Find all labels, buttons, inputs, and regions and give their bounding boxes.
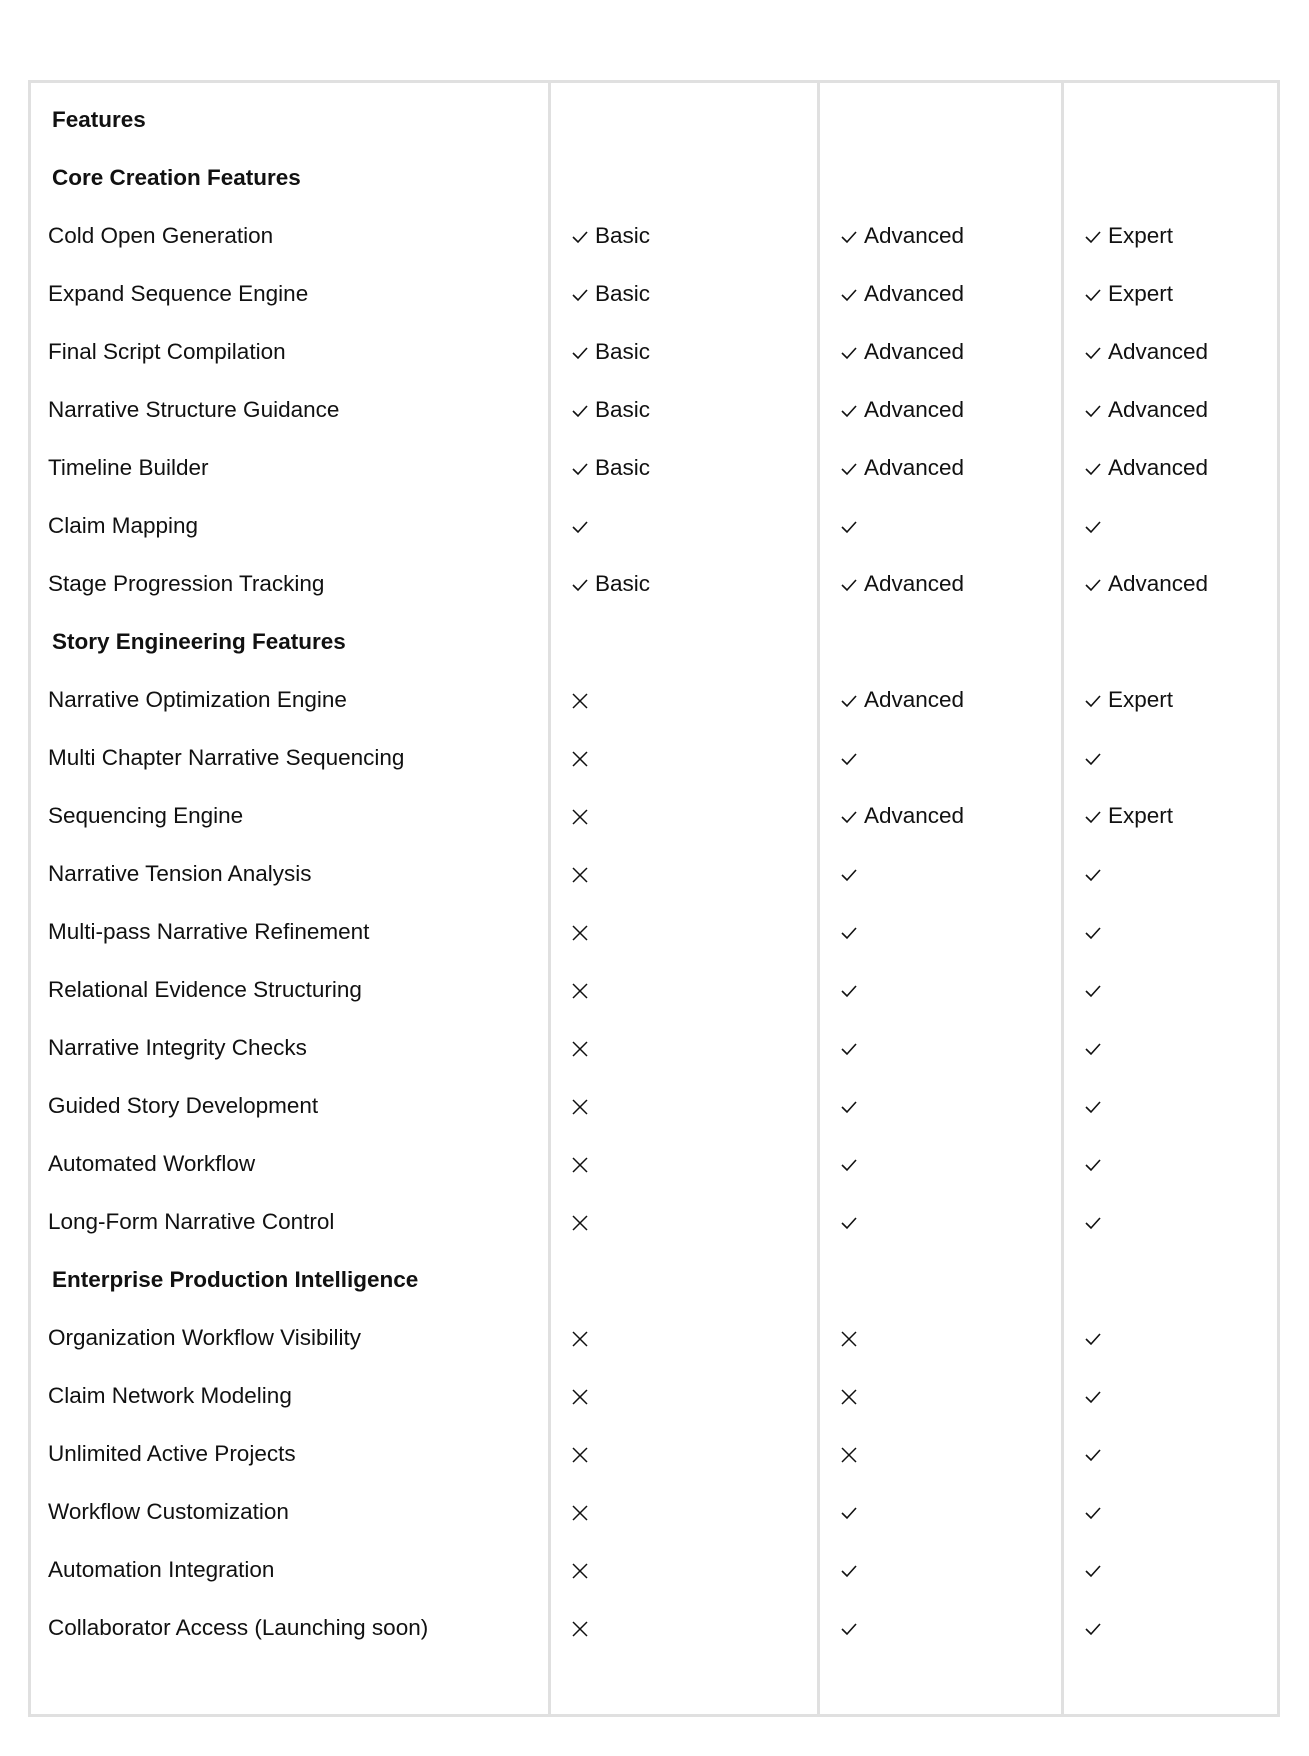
tier-1-cell xyxy=(571,961,595,1019)
tier-1-cell xyxy=(571,1019,595,1077)
feature-name: Claim Mapping xyxy=(48,513,199,538)
tier-3-cell xyxy=(1084,207,1173,265)
table-row xyxy=(31,265,1277,323)
check-icon xyxy=(1084,694,1108,708)
table-row xyxy=(31,381,1277,439)
tier-level: Advanced xyxy=(864,571,965,596)
feature-name: Long-Form Narrative Control xyxy=(48,1209,335,1234)
check-icon xyxy=(1084,1564,1108,1578)
feature-name: Automated Workflow xyxy=(48,1151,256,1176)
tier-2-cell xyxy=(840,1425,864,1483)
tier-2-cell xyxy=(840,381,964,439)
check-icon xyxy=(1084,404,1108,418)
check-icon xyxy=(840,346,864,360)
check-icon xyxy=(1084,868,1108,882)
check-icon xyxy=(840,1622,864,1636)
table-header-row xyxy=(31,91,1277,149)
check-icon xyxy=(571,230,595,244)
tier-1-cell xyxy=(571,1309,595,1367)
tier-level: Advanced xyxy=(864,687,965,712)
tier-level: Basic xyxy=(595,223,651,248)
tier-3-cell xyxy=(1084,1019,1108,1077)
tier-1-cell xyxy=(571,671,595,729)
cross-icon xyxy=(571,1214,595,1232)
cross-icon xyxy=(571,866,595,884)
section-heading: Core Creation Features xyxy=(52,165,301,190)
check-icon xyxy=(840,984,864,998)
tier-3-cell xyxy=(1084,1135,1108,1193)
table-row xyxy=(31,323,1277,381)
check-icon xyxy=(1084,1158,1108,1172)
check-icon xyxy=(840,578,864,592)
table-row xyxy=(31,1193,1277,1251)
feature-name: Claim Network Modeling xyxy=(48,1383,292,1408)
check-icon xyxy=(1084,578,1108,592)
tier-level: Expert xyxy=(1108,803,1174,828)
tier-3-cell xyxy=(1084,1367,1108,1425)
check-icon xyxy=(1084,230,1108,244)
tier-2-cell xyxy=(840,903,864,961)
check-icon xyxy=(1084,520,1108,534)
table-row xyxy=(31,1425,1277,1483)
feature-name: Multi Chapter Narrative Sequencing xyxy=(48,745,405,770)
feature-name: Automation Integration xyxy=(48,1557,275,1582)
check-icon xyxy=(1084,1448,1108,1462)
tier-2-cell xyxy=(840,323,964,381)
section-heading-row xyxy=(31,613,1277,671)
tier-2-cell xyxy=(840,787,964,845)
section-heading-row xyxy=(31,1251,1277,1309)
tier-3-cell xyxy=(1084,961,1108,1019)
check-icon xyxy=(571,346,595,360)
check-icon xyxy=(571,288,595,302)
tier-level: Basic xyxy=(595,455,651,480)
feature-name: Sequencing Engine xyxy=(48,803,244,828)
tier-level: Basic xyxy=(595,571,651,596)
tier-2-cell xyxy=(840,207,964,265)
table-row xyxy=(31,1077,1277,1135)
check-icon xyxy=(840,462,864,476)
check-icon xyxy=(571,520,595,534)
tier-1-cell xyxy=(571,1541,595,1599)
check-icon xyxy=(840,1042,864,1056)
check-icon xyxy=(1084,1100,1108,1114)
tier-level: Advanced xyxy=(1108,397,1209,422)
check-icon xyxy=(1084,1506,1108,1520)
check-icon xyxy=(840,1564,864,1578)
cross-icon xyxy=(571,1156,595,1174)
tier-2-cell xyxy=(840,1541,864,1599)
tier-1-cell xyxy=(571,787,595,845)
section-heading: Story Engineering Features xyxy=(52,629,346,654)
cross-icon xyxy=(571,1388,595,1406)
check-icon xyxy=(1084,752,1108,766)
tier-2-cell xyxy=(840,671,964,729)
feature-name: Unlimited Active Projects xyxy=(48,1441,296,1466)
tier-level: Advanced xyxy=(1108,571,1209,596)
check-icon xyxy=(840,810,864,824)
section-heading-row xyxy=(31,149,1277,207)
features-title: Features xyxy=(52,107,146,132)
tier-level: Expert xyxy=(1108,281,1174,306)
feature-name: Stage Progression Tracking xyxy=(48,571,325,596)
tier-3-cell xyxy=(1084,497,1108,555)
table-row xyxy=(31,729,1277,787)
table-row xyxy=(31,903,1277,961)
cross-icon xyxy=(571,1562,595,1580)
tier-3-cell xyxy=(1084,1541,1108,1599)
cross-icon xyxy=(571,750,595,768)
tier-1-cell xyxy=(571,1193,595,1251)
tier-2-cell xyxy=(840,1077,864,1135)
cross-icon xyxy=(571,982,595,1000)
cross-icon xyxy=(571,1098,595,1116)
tier-2-cell xyxy=(840,439,964,497)
section-heading: Enterprise Production Intelligence xyxy=(52,1267,419,1292)
tier-1-cell xyxy=(571,845,595,903)
table-row xyxy=(31,1309,1277,1367)
tier-1-cell xyxy=(571,1367,595,1425)
cross-icon xyxy=(571,808,595,826)
table-row xyxy=(31,1367,1277,1425)
check-icon xyxy=(571,578,595,592)
check-icon xyxy=(840,1216,864,1230)
feature-name: Collaborator Access (Launching soon) xyxy=(48,1615,429,1640)
feature-name: Workflow Customization xyxy=(48,1499,289,1524)
check-icon xyxy=(1084,1216,1108,1230)
tier-level: Basic xyxy=(595,397,651,422)
check-icon xyxy=(1084,288,1108,302)
tier-2-cell xyxy=(840,1483,864,1541)
cross-icon xyxy=(571,1446,595,1464)
table-row xyxy=(31,845,1277,903)
tier-3-cell xyxy=(1084,323,1208,381)
check-icon xyxy=(1084,1042,1108,1056)
feature-name: Narrative Tension Analysis xyxy=(48,861,312,886)
table-row xyxy=(31,497,1277,555)
check-icon xyxy=(1084,984,1108,998)
tier-3-cell xyxy=(1084,1483,1108,1541)
check-icon xyxy=(840,1506,864,1520)
tier-3-cell xyxy=(1084,1193,1108,1251)
tier-2-cell xyxy=(840,729,864,787)
tier-1-cell xyxy=(571,1599,595,1657)
tier-2-cell xyxy=(840,1193,864,1251)
table-row xyxy=(31,1541,1277,1599)
tier-level: Advanced xyxy=(864,223,965,248)
feature-name: Multi-pass Narrative Refinement xyxy=(48,919,370,944)
tier-1-cell xyxy=(571,729,595,787)
tier-1-cell xyxy=(571,497,595,555)
feature-name: Guided Story Development xyxy=(48,1093,319,1118)
feature-name: Final Script Compilation xyxy=(48,339,286,364)
tier-level: Advanced xyxy=(864,339,965,364)
check-icon xyxy=(840,1100,864,1114)
tier-level: Expert xyxy=(1108,223,1174,248)
cross-icon xyxy=(840,1330,864,1348)
check-icon xyxy=(1084,462,1108,476)
tier-3-cell xyxy=(1084,1599,1108,1657)
check-icon xyxy=(1084,1390,1108,1404)
check-icon xyxy=(840,288,864,302)
table-row xyxy=(31,961,1277,1019)
table-row xyxy=(31,1599,1277,1657)
tier-level: Advanced xyxy=(864,281,965,306)
check-icon xyxy=(840,1158,864,1172)
tier-level: Advanced xyxy=(864,455,965,480)
cross-icon xyxy=(840,1446,864,1464)
tier-3-cell xyxy=(1084,265,1173,323)
tier-1-cell xyxy=(571,323,650,381)
feature-name: Timeline Builder xyxy=(48,455,209,480)
tier-1-cell xyxy=(571,1135,595,1193)
cross-icon xyxy=(571,924,595,942)
cross-icon xyxy=(571,1040,595,1058)
tier-1-cell xyxy=(571,1483,595,1541)
cross-icon xyxy=(840,1388,864,1406)
table-row xyxy=(31,1019,1277,1077)
cross-icon xyxy=(571,1330,595,1348)
table-row xyxy=(31,671,1277,729)
tier-2-cell xyxy=(840,497,864,555)
tier-3-cell xyxy=(1084,903,1108,961)
cross-icon xyxy=(571,1504,595,1522)
feature-name: Relational Evidence Structuring xyxy=(48,977,362,1002)
table-row xyxy=(31,1483,1277,1541)
check-icon xyxy=(840,752,864,766)
tier-2-cell xyxy=(840,1135,864,1193)
cross-icon xyxy=(571,692,595,710)
tier-level: Advanced xyxy=(1108,455,1209,480)
tier-3-cell xyxy=(1084,439,1208,497)
check-icon xyxy=(840,694,864,708)
feature-name: Expand Sequence Engine xyxy=(48,281,309,306)
tier-2-cell xyxy=(840,1367,864,1425)
tier-level: Basic xyxy=(595,339,651,364)
tier-level: Advanced xyxy=(864,803,965,828)
tier-level: Advanced xyxy=(1108,339,1209,364)
tier-3-cell xyxy=(1084,381,1208,439)
check-icon xyxy=(840,404,864,418)
feature-name: Narrative Optimization Engine xyxy=(48,687,347,712)
check-icon xyxy=(840,520,864,534)
feature-name: Narrative Structure Guidance xyxy=(48,397,340,422)
tier-3-cell xyxy=(1084,671,1173,729)
tier-3-cell xyxy=(1084,1077,1108,1135)
check-icon xyxy=(1084,1332,1108,1346)
tier-3-cell xyxy=(1084,1309,1108,1367)
tier-2-cell xyxy=(840,1019,864,1077)
tier-1-cell xyxy=(571,1077,595,1135)
tier-2-cell xyxy=(840,1309,864,1367)
check-icon xyxy=(840,926,864,940)
tier-2-cell xyxy=(840,845,864,903)
tier-3-cell xyxy=(1084,787,1173,845)
check-icon xyxy=(571,404,595,418)
tier-3-cell xyxy=(1084,729,1108,787)
tier-1-cell xyxy=(571,207,650,265)
tier-level: Advanced xyxy=(864,397,965,422)
tier-1-cell xyxy=(571,1425,595,1483)
check-icon xyxy=(1084,926,1108,940)
tier-level: Expert xyxy=(1108,687,1174,712)
tier-2-cell xyxy=(840,1599,864,1657)
tier-3-cell xyxy=(1084,555,1208,613)
table-row xyxy=(31,787,1277,845)
tier-1-cell xyxy=(571,265,650,323)
feature-name: Cold Open Generation xyxy=(48,223,274,248)
table-row xyxy=(31,555,1277,613)
tier-level: Basic xyxy=(595,281,651,306)
cross-icon xyxy=(571,1620,595,1638)
tier-3-cell xyxy=(1084,1425,1108,1483)
table-row xyxy=(31,1135,1277,1193)
tier-3-cell xyxy=(1084,845,1108,903)
table-row xyxy=(31,207,1277,265)
tier-1-cell xyxy=(571,381,650,439)
check-icon xyxy=(840,868,864,882)
check-icon xyxy=(571,462,595,476)
tier-1-cell xyxy=(571,555,650,613)
check-icon xyxy=(1084,346,1108,360)
tier-1-cell xyxy=(571,903,595,961)
feature-comparison-table xyxy=(28,80,1280,1717)
check-icon xyxy=(1084,810,1108,824)
feature-name: Narrative Integrity Checks xyxy=(48,1035,307,1060)
tier-2-cell xyxy=(840,961,864,1019)
check-icon xyxy=(1084,1622,1108,1636)
tier-1-cell xyxy=(571,439,650,497)
check-icon xyxy=(840,230,864,244)
table-row xyxy=(31,439,1277,497)
feature-name: Organization Workflow Visibility xyxy=(48,1325,362,1350)
tier-2-cell xyxy=(840,555,964,613)
tier-2-cell xyxy=(840,265,964,323)
